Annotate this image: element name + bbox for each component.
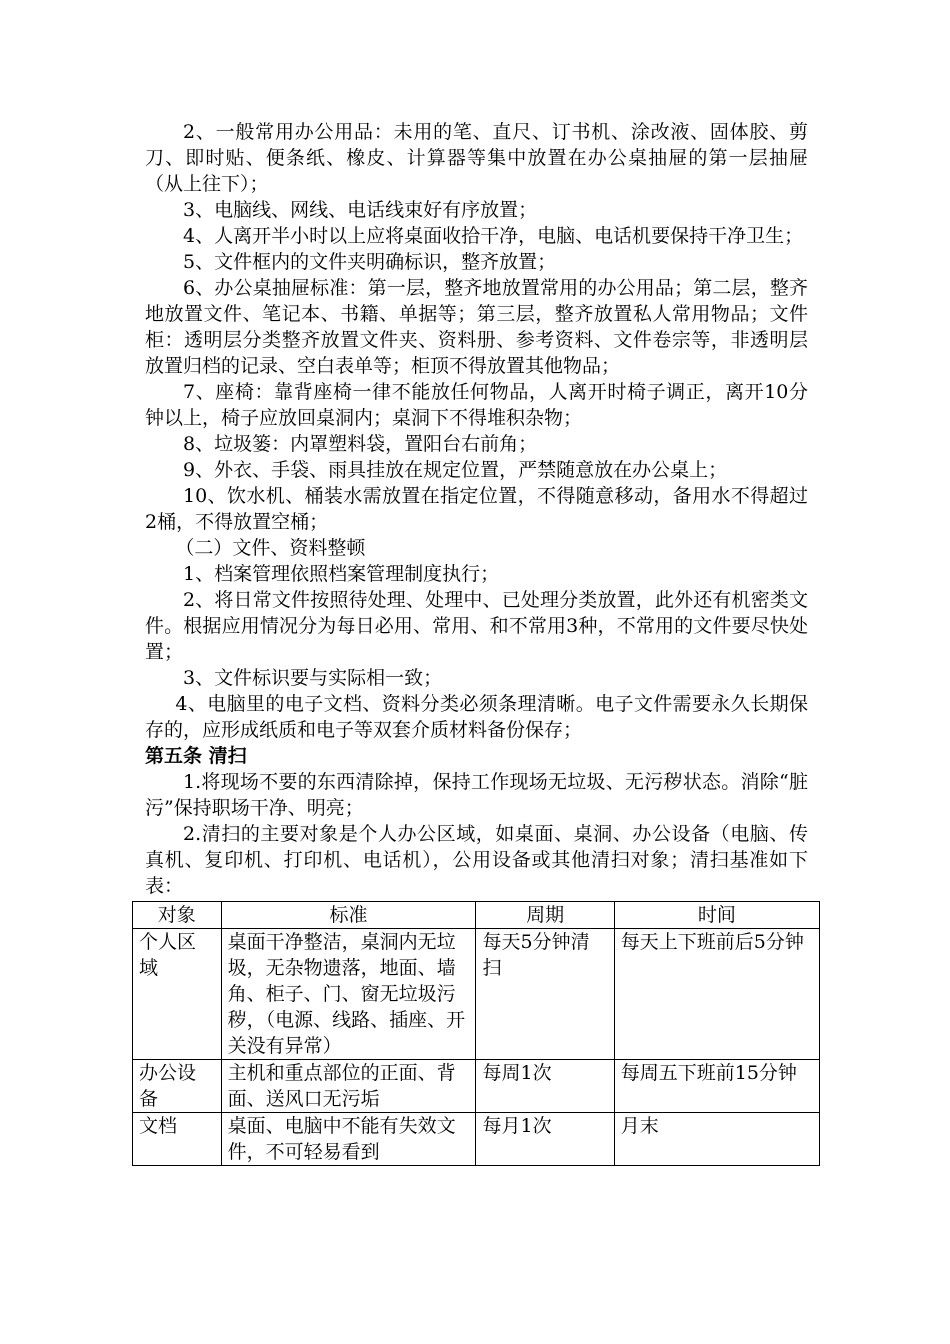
table-row bbox=[133, 929, 820, 1060]
paragraph-drawer-standard: 6、办公桌抽屉标准：第一层，整齐地放置常用的办公用品；第二层，整齐地放置文件、笔记本、书籍、单据等；第三层，整齐放置私人常用物品；文件柜：透明层分类整齐放置文件夹、资料册、参考资料、文件卷宗等，非透明层放置归档的记录、空白表单等；柜顶不得放置其他物品； bbox=[145, 277, 808, 377]
paragraph-archive: 1、档案管理依照档案管理制度执行； bbox=[183, 563, 500, 585]
paragraph-cables: 3、电脑线、网线、电话线束好有序放置； bbox=[183, 199, 538, 221]
subheading-documents: （二）文件、资料整顿 bbox=[175, 537, 366, 559]
paragraph-desk-cleanup: 4、人离开半小时以上应将桌面收拾干净，电脑、电话机要保持干净卫生； bbox=[183, 225, 804, 247]
paragraph-file-frame: 5、文件框内的文件夹明确标识，整齐放置； bbox=[183, 251, 557, 273]
table-cell: 桌面、电脑中不能有失效文件，不可轻易看到 bbox=[221, 1113, 476, 1166]
paragraph-office-supplies: 2、一般常用办公用品：未用的笔、直尺、订书机、涂改液、固体胶、剪刀、即时贴、便条纸、橡皮、计算器等集中放置在办公桌抽屉的第一层抽屉（从上往下）； bbox=[145, 121, 808, 195]
paragraph-electronic-docs: 4、电脑里的电子文档、资料分类必须条理清晰。电子文件需要永久长期保存的，应形成纸质和电子等双套介质材料备份保存； bbox=[145, 693, 808, 741]
table-cell: 桌面干净整洁，桌洞内无垃圾，无杂物遗落，地面、墙角、柜子、门、窗无垃圾污秽，（电源、线路、插座、开关没有异常） bbox=[221, 929, 476, 1060]
paragraph-file-label: 3、文件标识要与实际相一致； bbox=[183, 667, 443, 689]
paragraph-daily-files: 2、将日常文件按照待处理、处理中、已处理分类放置，此外还有机密类文件。根据应用情况分为每日必用、常用、和不常用3种，不常用的文件要尽快处置； bbox=[145, 589, 808, 663]
table-cell: 办公设备 bbox=[133, 1060, 222, 1113]
table-cell: 主机和重点部位的正面、背面、送风口无污垢 bbox=[221, 1060, 476, 1113]
paragraph-clean-scope: 2.清扫的主要对象是个人办公区域，如桌面、桌洞、办公设备（电脑、传真机、复印机、打印机、电话机），公用设备或其他清扫对象；清扫基准如下表： bbox=[145, 823, 808, 897]
header-time: 时间 bbox=[614, 902, 819, 929]
table-cell: 文档 bbox=[133, 1113, 222, 1166]
table-cell: 每天5分钟清扫 bbox=[476, 929, 614, 1060]
paragraph-trash-basket: 8、垃圾篓：内罩塑料袋，置阳台右前角； bbox=[183, 433, 538, 455]
document-page bbox=[139, 119, 808, 1166]
table-cell: 每周1次 bbox=[476, 1060, 614, 1113]
table-cell: 个人区域 bbox=[133, 929, 222, 1060]
table-cell: 每月1次 bbox=[476, 1113, 614, 1166]
cleaning-standard-table bbox=[132, 901, 820, 1166]
paragraph-coats: 9、外衣、手袋、雨具挂放在规定位置，严禁随意放在办公桌上； bbox=[183, 459, 728, 481]
table-cell: 月末 bbox=[614, 1113, 819, 1166]
header-standard: 标准 bbox=[221, 902, 476, 929]
table-header-row bbox=[133, 902, 820, 929]
table-cell: 每周五下班前15分钟 bbox=[614, 1060, 819, 1113]
header-object: 对象 bbox=[133, 902, 222, 929]
article-heading: 第五条 清扫 bbox=[145, 745, 247, 767]
paragraph-clean-site: 1.将现场不要的东西清除掉，保持工作现场无垃圾、无污秽状态。消除“脏污”保持职场干净、明亮； bbox=[145, 771, 808, 819]
header-cycle: 周期 bbox=[476, 902, 614, 929]
paragraph-water-dispenser: 10、饮水机、桶装水需放置在指定位置，不得随意移动，备用水不得超过2桶，不得放置空桶； bbox=[145, 485, 808, 533]
table-row bbox=[133, 1060, 820, 1113]
table-cell: 每天上下班前后5分钟 bbox=[614, 929, 819, 1060]
table-row bbox=[133, 1113, 820, 1166]
paragraph-chair: 7、座椅：靠背座椅一律不能放任何物品，人离开时椅子调正，离开10分钟以上，椅子应放回桌洞内；桌洞下不得堆积杂物； bbox=[145, 381, 808, 429]
